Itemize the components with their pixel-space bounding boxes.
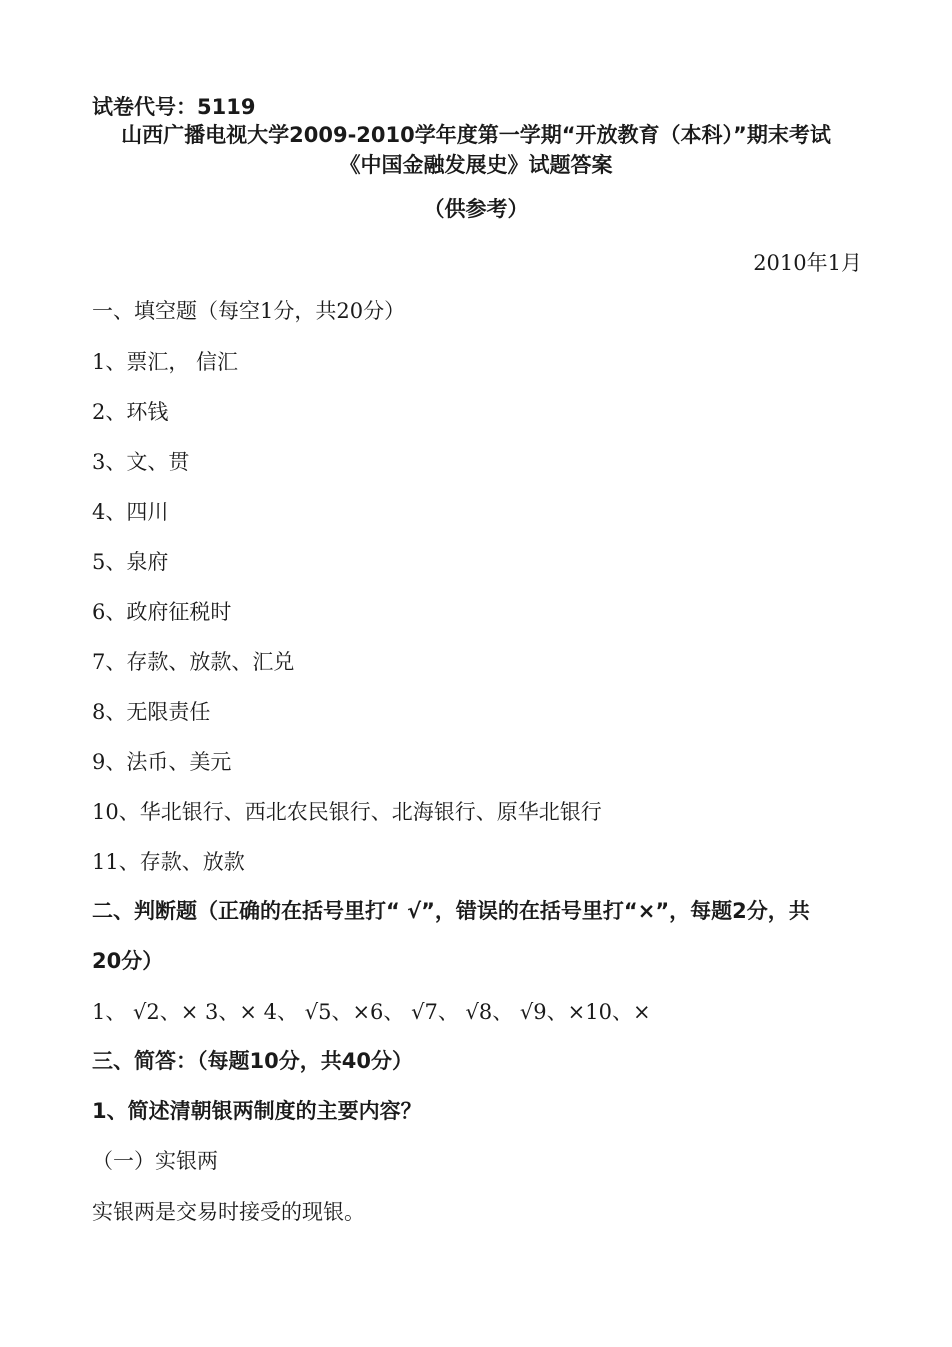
fill-answer: 2、环钱 — [92, 400, 169, 424]
section2-heading: 二、判断题（正确的在括号里打“ √”，错误的在括号里打“×”，每题2分，共 — [92, 899, 810, 923]
exam-date: 2010年1月 — [753, 251, 862, 275]
question-1: 1、简述清朝银两制度的主要内容？ — [92, 1099, 422, 1123]
course-title: 《中国金融发展史》试题答案 — [339, 153, 613, 177]
true-false-answers: 1、 √2、× 3、× 4、 √5、×6、 √7、 √8、 √9、×10、× — [92, 1000, 651, 1024]
section3-heading: 三、简答：（每题10分，共40分） — [92, 1049, 413, 1073]
exam-title: 山西广播电视大学2009-2010学年度第一学期“开放教育（本科）”期末考试 — [121, 123, 831, 147]
section2-heading-cont: 20分） — [92, 949, 164, 973]
fill-answer: 6、政府征税时 — [92, 600, 232, 624]
fill-answer: 1、票汇， 信汇 — [92, 350, 239, 374]
answer-paragraph: 实银两是交易时接受的现银。 — [92, 1200, 365, 1224]
reference-note: （供参考） — [423, 197, 529, 221]
fill-answer: 10、华北银行、西北农民银行、北海银行、原华北银行 — [92, 800, 602, 824]
fill-answer: 9、法币、美元 — [92, 750, 232, 774]
subheading-real-silver: （一）实银两 — [92, 1149, 218, 1173]
section1-heading: 一、填空题（每空1分，共20分） — [92, 299, 406, 323]
fill-answer: 11、存款、放款 — [92, 850, 245, 874]
fill-answer: 3、文、贯 — [92, 450, 190, 474]
fill-answer: 7、存款、放款、汇兑 — [92, 650, 295, 674]
fill-answer: 5、泉府 — [92, 550, 169, 574]
fill-answer: 8、无限责任 — [92, 700, 211, 724]
exam-code: 试卷代号：5119 — [92, 95, 256, 119]
fill-answer: 4、四川 — [92, 500, 169, 524]
